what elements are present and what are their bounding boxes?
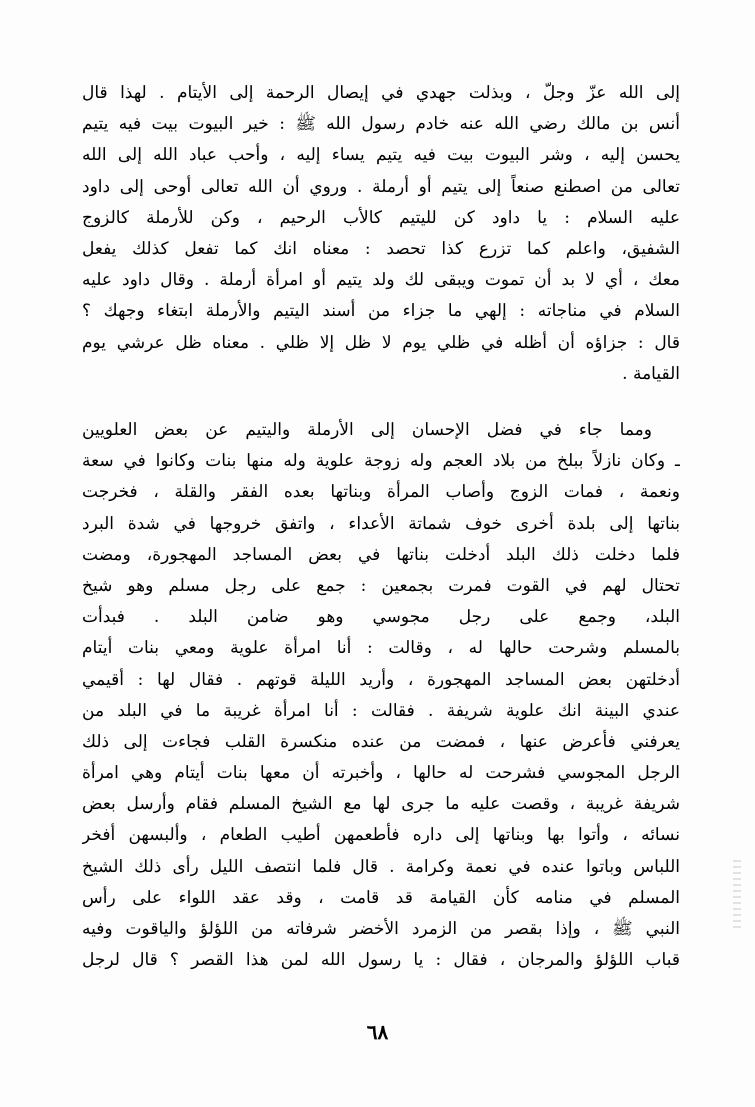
text-line: عندي البينة انك علوية شريفة . فقالت : أنا امرأة غريبة ما في البلد من <box>82 700 680 721</box>
text-line: يحسن إليه ، وشر البيوت بيت فيه يتيم يساء إليه ، وأحب عباد الله إلى الله <box>82 145 680 166</box>
text-line: عليه السلام : يا داود كن لليتيم كالأب الرحيم ، وكن للأرملة كالزوج <box>82 207 680 228</box>
text-line: قال : جزاؤه أن أظله في ظلي يوم لا ظل إلا ظلي . معناه ظل عرشي يوم <box>82 332 680 353</box>
text-line: بناتها إلى بلدة أخرى خوف شماتة الأعداء ، واتفق خروجها في شدة البرد <box>82 513 680 534</box>
paragraph-2 <box>82 415 680 976</box>
text-line: ونعمة ، فمات الزوج وأصاب المرأة وبناتها بعده الفقر والقلة ، فخرجت <box>82 482 680 503</box>
text-line: بالمسلم وشرحت حالها له ، وقالت : أنا امرأة علوية ومعي بنات أيتام <box>82 638 680 659</box>
text-line: الشفيق، واعلم كما تزرع كذا تحصد : معناه انك كما تفعل كذلك يفعل <box>82 238 680 259</box>
text-line: تعالى من اصطنع صنعاً إلى يتيم أو أرملة . وروي أن الله تعالى أوحى إلى داود <box>82 176 680 197</box>
text-line: السلام في مناجاته : إلهي ما جزاء من أسند اليتيم والأرملة ابتغاء وجهك ؟ <box>82 301 680 322</box>
text-line: ومما جاء في فضل الإحسان إلى الأرملة واليتيم عن بعض العلويين <box>82 420 652 440</box>
text-line: القيامة . <box>622 363 680 384</box>
text-line: قباب اللؤلؤ والمرجان ، فقال : يا رسول الله لمن هذا القصر ؟ قال لرجل <box>82 950 680 971</box>
text-line: تحتال لهم في القوت فمرت بجمعين : جمع على رجل مسلم وهو شيخ <box>82 575 680 596</box>
text-line: ـ وكان نازلاً ببلخ من بلاد العجم وله زوجة علوية وله منها بنات وكانوا في سعة <box>82 451 680 472</box>
text-line: شريفة غريبة ، وقصت عليه ما جرى لها مع الشيخ المسلم فقام وأرسل بعض <box>82 794 680 815</box>
text-line: يعرفني فأعرض عنها ، فمضت من عنده منكسرة القلب فجاءت إلى ذلك <box>82 731 680 752</box>
text-line: أنس بن مالك رضي الله عنه خادم رسول الله ﷺ : خير البيوت بيت فيه يتيم <box>82 114 680 135</box>
text-line: نسائه ، وأتوا بها وبناتها إلى داره فأطعمهن أطيب الطعام ، وألبسهن أفخر <box>82 825 680 846</box>
text-line: المسلم في منامه كأن القيامة قد قامت ، وقد عقد اللواء على رأس <box>82 887 680 908</box>
paragraph-1 <box>82 78 680 390</box>
text-line: إلى الله عزّ وجلّ ، وبذلت جهدي في إيصال الرحمة إلى الأيتام . لهذا قال <box>82 83 680 103</box>
scan-artifact <box>733 860 741 930</box>
text-line: أدخلتهن بعض المساجد المهجورة ، وأريد الليلة قوتهم . فقال لها : أقيمي <box>82 669 680 690</box>
page-number: ٦٨ <box>366 1020 389 1044</box>
text-line: النبي ﷺ ، وإذا بقصر من الزمرد الأخضر شرفاته من اللؤلؤ والياقوت وفيه <box>82 919 680 939</box>
text-line: الرجل المجوسي فشرحت له حالها ، وأخبرته أن معها بنات أيتام وهي امرأة <box>82 763 680 784</box>
text-line: فلما دخلت ذلك البلد أدخلت بناتها في بعض المساجد المهجورة، ومضت <box>82 544 680 565</box>
text-line: البلد، وجمع على رجل مجوسي وهو ضامن البلد . فبدأت <box>82 607 680 628</box>
text-line: اللباس وباتوا عنده في نعمة وكرامة . قال فلما انتصف الليل رأى ذلك الشيخ <box>82 856 680 877</box>
text-line: معك ، أي لا بد أن تموت ويبقى لك ولد يتيم أو امرأة أرملة . وقال داود عليه <box>82 270 680 291</box>
